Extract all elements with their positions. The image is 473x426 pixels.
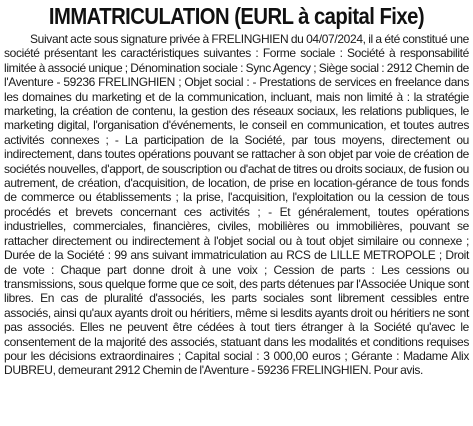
notice-body: Suivant acte sous signature privée à FRELINGHIEN du 04/07/2024, il a été constitué une société présentant les caractéristiques suivantes : Forme sociale : Société à responsabilité limitée à associé unique ; Dénomination sociale : Sync Agency ; Siège social : 2912 Chemin de l'Aventure - 59236 FRELINGHIEN ; Objet social : - Prestations de services en freelance dans les domaines du marketing et de la communication, incluant, mais non limité à : la stratégie marketing, la création de contenu, la gestion des réseaux sociaux, les relations publiques, le marketing digital, l'organisation d'événements, le conseil en communication, et toutes autres activités connexes ; - La participation de la Société, par tous moyens, directement ou indirectement, dans toutes opérations pouvant se rattacher à son objet par voie de création de sociétés nouvelles, d'apport, de souscription ou d'achat de titres ou droits sociaux, de fusion ou autrement, de création, d'acquisition, de location, de prise en location-gérance de tous fonds de commerce ou établissements ; la prise, l'acquisition, l'exploitation ou la cession de tous procédés et brevets concernant ces activités ; - Et généralement, toutes opérations industrielles, commerciales, financières, civiles, mobilières ou immobilières, pouvant se rattacher directement ou indirectement à l'objet social ou à tout objet similaire ou connexe ; Durée de la Société : 99 ans suivant immatriculation au RCS de LILLE METROPOLE ; Droit de vote : Chaque part donne droit à une voix ; Cession de parts : Les cessions ou transmissions, sous quelque forme que ce soit, des parts détenues par l'Associée Unique sont libres. En cas de pluralité d'associés, les parts sociales sont librement cessibles entre associés, ainsi qu'aux ayants droit ou héritiers, même si lesdits ayants droit ou héritiers ne sont pas associés. Elles ne peuvent être cédées à tout tiers étranger à la Société qu'avec le consentement de la majorité des associés, statuant dans les modalités et conditions requises pour les décisions extraordinaires ; Capital social : 3 000,00 euros ; Gérante : Madame Alix DUBREU, demeurant 2912 Chemin de l'Aventure - 59236 FRELINGHIEN. Pour avis. xyxy=(4,32,469,378)
notice-title: IMMATRICULATION (EURL à capital Fixe) xyxy=(48,3,425,29)
legal-notice xyxy=(4,0,469,378)
